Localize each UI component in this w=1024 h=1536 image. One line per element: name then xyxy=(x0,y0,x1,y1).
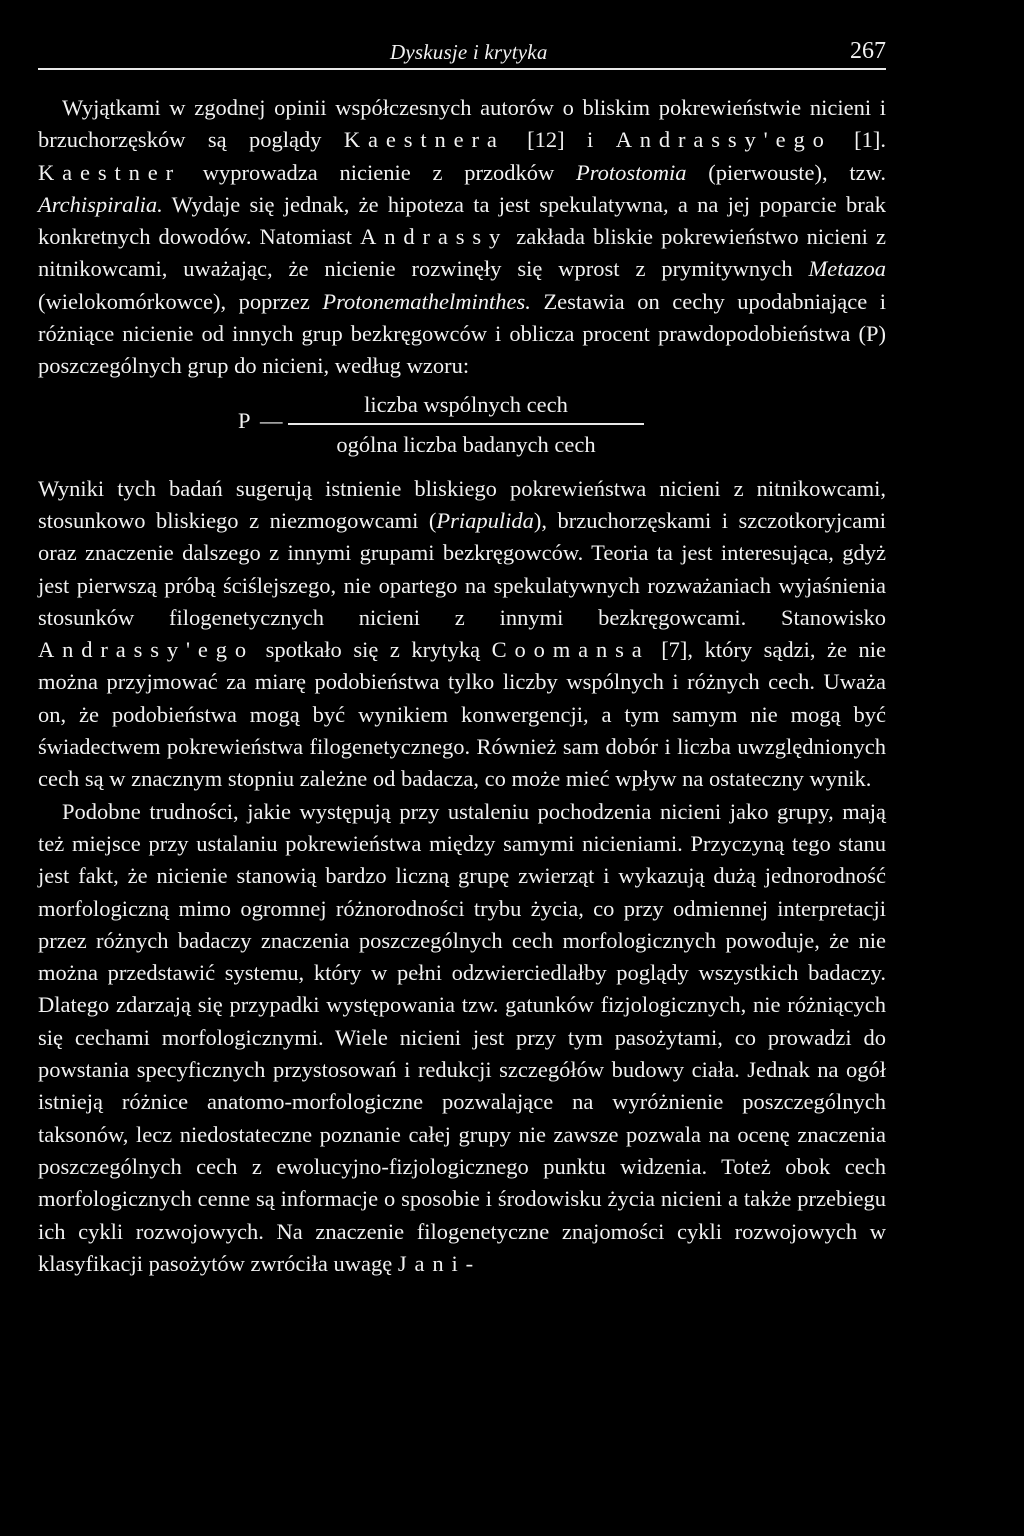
taxon-name: Metazoa xyxy=(808,256,886,282)
text-run: Zestawia on cechy upodabniające i różniące nicienie od innych grup bezkręgowców i oblicza procent prawdopodobieństwa (P) poszczególnych grup do nicieni, według wzoru: xyxy=(38,288,886,379)
text-run: ), brzuchorzęskami i szczotkoryjcami oraz znaczenie dalszego z innymi grupami bezkręgowców. Teoria ta jest interesująca, gdyż jest pierwszą próbą ściślejszego, nie opartego na spekulatywnych rozważaniach wyjaśnienia stosunków filogenetycznych nicieni z innymi bezkręgowcami. Stanowisko xyxy=(38,507,886,630)
text-run: wyprowadza nicienie z przodków xyxy=(180,159,577,185)
paragraph-3 xyxy=(38,796,886,1280)
text-run: (pierwouste), tzw. xyxy=(686,159,886,185)
text-run: Wydaje się jednak, że hipoteza ta jest spekulatywna, a na jej poparcie brak konkretnych dowodów. Natomiast xyxy=(38,191,886,250)
text-run: (wielokomórkowce), poprzez xyxy=(38,288,323,314)
text-run: [1]. xyxy=(831,127,886,153)
text-run: zakłada bliskie pokrewieństwo nicieni z nitnikowcami, uważając, że nicienie rozwinęły się wprost z prymitywnych xyxy=(38,224,886,282)
text-run: [12] i xyxy=(504,127,616,153)
author-name: Andrassy'ego xyxy=(38,637,255,663)
formula-numerator: liczba wspólnych cech xyxy=(364,391,568,417)
taxon-name: Priapulida xyxy=(436,507,534,533)
text-run: Wyjątkami w zgodnej opinii współczesnych autorów o bliskim pokrewieństwie nicieni i brzuchorzęsków są poglądy xyxy=(38,95,886,153)
paragraph-2 xyxy=(38,473,886,796)
header-rule xyxy=(38,68,886,70)
paragraph-1 xyxy=(38,92,886,383)
body-text xyxy=(38,92,886,1280)
text-run: Wyniki tych badań sugerują istnienie bliskiego pokrewieństwa nicieni z nitnikowcami, stosunkowo bliskiego z niezmogowcami ( xyxy=(38,475,886,533)
taxon-name: Protonemathelminthes. xyxy=(322,288,531,314)
text-run: spotkało się z krytyką xyxy=(254,637,492,663)
author-name: Andrassy xyxy=(360,224,509,250)
author-name: Kaestnera xyxy=(343,127,505,153)
taxon-name: Protostomia xyxy=(576,159,687,185)
header-title: Dyskusje i krytyka xyxy=(390,40,548,64)
author-name: Coomansa xyxy=(491,637,650,663)
page-number: 267 xyxy=(850,38,886,64)
running-header xyxy=(38,40,886,74)
author-name: Jani- xyxy=(397,1250,481,1276)
author-name: Andrassy'ego xyxy=(615,127,832,153)
formula-denominator: ogólna liczba badanych cech xyxy=(336,431,596,457)
probability-formula xyxy=(38,389,886,469)
text-run: Podobne trudności, jakie występują przy ustaleniu pochodzenia nicieni jako grupy, mają też miejsce przy ustalaniu pokrewieństwa między samymi nicieniami. Przyczyną tego stanu jest fakt, że nicienie stanowią bardzo liczną grupę zwierząt i wykazują dużą jednorodność morfologiczną mimo ogromnej różnorodności trybu życia, co przy odmiennej interpretacji przez różnych badaczy znaczenia poszczególnych cech morfologicznych powoduje, że nie można przedstawić systemu, który w pełni odzwierciedlałby poglądy wszystkich badaczy. Dlatego zdarzają się przypadki występowania tzw. gatunków fizjologicznych, nie różniących się cechami morfologicznymi. Wiele nicieni jest przy tym pasożytami, co prowadzi do powstania specyficznych przystosowań i redukcji szczegółów budowy ciała. Jednak na ogół istnieją różnice anatomo-morfologiczne pozwalające na wyróżnienie poszczególnych taksonów, lecz niedostateczne poznanie całej grupy nie zawsze pozwala na ocenę znaczenia poszczególnych cech z ewolucyjno-fizjologicznego punktu widzenia. Toteż obok cech morfologicznych cenne są informacje o sposobie i środowisku życia nicieni a także przebiegu ich cykli rozwojowych. Na znaczenie filogenetyczne znajomości cykli rozwojowych w klasyfikacji pasożytów zwróciła uwagę xyxy=(38,798,886,1276)
taxon-name: Archispiralia. xyxy=(38,191,163,217)
formula-equals: — xyxy=(260,407,283,433)
fraction-bar xyxy=(288,423,644,425)
text-run: [7], który sądzi, że nie można przyjmować za miarę podobieństwa tylko liczby wspólnych i różnych cech. Uważa on, że podobieństwa mogą być wynikiem konwergencji, a tym samym nie mogą być świadectwem pokrewieństwa filogenetycznego. Również sam dobór i liczba uwzględnionych cech są w znacznym stopniu zależne od badacza, co może mieć wpływ na ostateczny wynik. xyxy=(38,637,886,792)
formula-variable: P xyxy=(238,407,251,433)
author-name: Kaestner xyxy=(38,159,181,185)
